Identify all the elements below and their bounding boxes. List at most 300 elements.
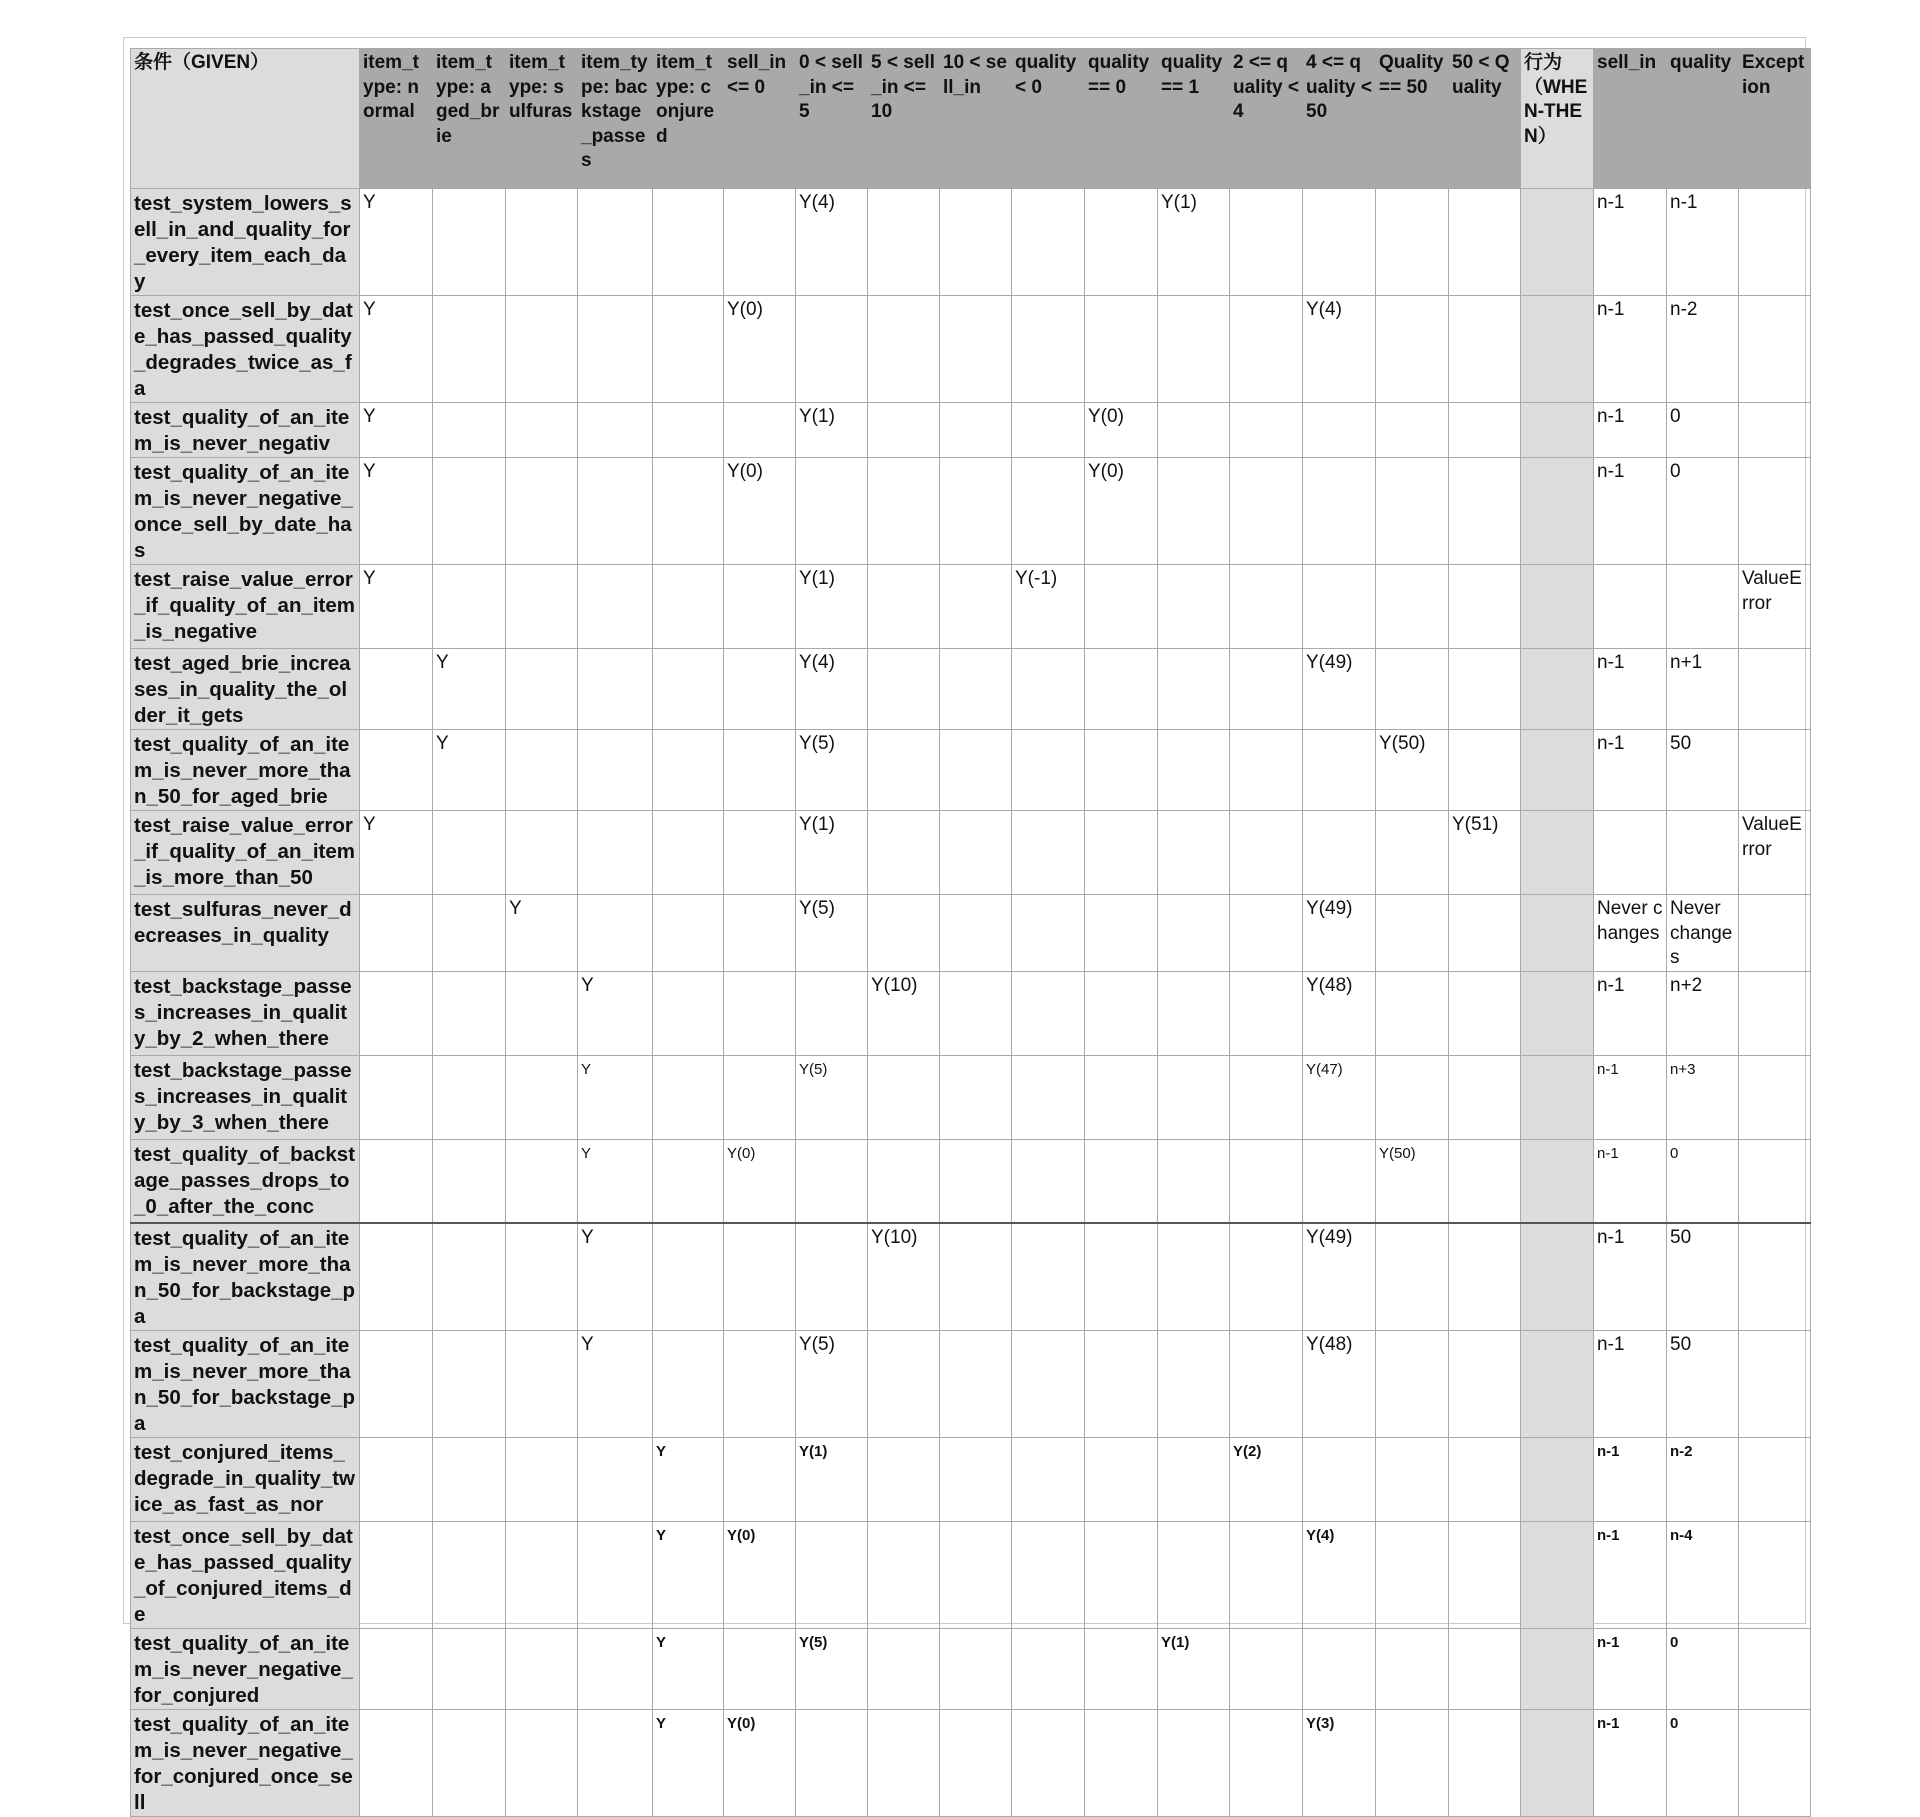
table-cell: Y <box>653 1438 724 1522</box>
table-cell <box>653 189 724 296</box>
table-cell <box>360 1629 433 1710</box>
table-cell <box>1376 1055 1449 1139</box>
table-row <box>131 971 1811 1055</box>
table-cell <box>1449 1438 1521 1522</box>
table-cell: Y <box>578 1139 653 1223</box>
table-cell <box>868 649 940 730</box>
table-cell <box>1230 649 1303 730</box>
table-cell <box>433 1331 506 1438</box>
table-cell: n-2 <box>1667 1438 1739 1522</box>
table-cell <box>796 1522 868 1629</box>
table-cell: Y(49) <box>1303 895 1376 972</box>
table-cell <box>1085 649 1158 730</box>
table-cell <box>1158 1710 1230 1817</box>
table-cell <box>868 1710 940 1817</box>
table-cell: n-1 <box>1594 730 1667 811</box>
table-cell <box>578 1438 653 1522</box>
when-then-cell <box>1521 1055 1594 1139</box>
table-cell: Y(51) <box>1449 811 1521 895</box>
table-cell <box>578 1710 653 1817</box>
table-cell <box>506 1522 578 1629</box>
table-cell <box>1739 1139 1811 1223</box>
table-cell <box>1376 649 1449 730</box>
spreadsheet-page <box>123 37 1806 1814</box>
table-cell: n-1 <box>1594 1710 1667 1817</box>
table-cell: Y <box>506 895 578 972</box>
table-cell <box>1303 1139 1376 1223</box>
table-cell <box>724 811 796 895</box>
table-cell <box>1739 1710 1811 1817</box>
table-cell <box>1230 971 1303 1055</box>
table-cell <box>1085 296 1158 403</box>
table-cell <box>1230 895 1303 972</box>
table-cell <box>433 458 506 565</box>
table-cell: n+1 <box>1667 649 1739 730</box>
decision-table <box>130 48 1811 1817</box>
table-cell <box>578 1522 653 1629</box>
table-cell <box>1012 1522 1085 1629</box>
table-cell <box>506 403 578 458</box>
table-cell <box>1739 1438 1811 1522</box>
table-cell <box>1376 1522 1449 1629</box>
table-cell <box>868 1055 940 1139</box>
table-cell <box>578 1629 653 1710</box>
table-cell <box>1158 971 1230 1055</box>
table-cell <box>1376 1629 1449 1710</box>
table-cell <box>868 1139 940 1223</box>
table-cell <box>1449 403 1521 458</box>
table-cell: Y(0) <box>724 1710 796 1817</box>
table-cell <box>506 811 578 895</box>
table-cell: n-1 <box>1594 1438 1667 1522</box>
table-row <box>131 296 1811 403</box>
column-header: item_type: conjured <box>653 49 724 189</box>
table-cell <box>1012 403 1085 458</box>
table-cell <box>1230 1710 1303 1817</box>
table-cell <box>1158 1223 1230 1331</box>
table-cell <box>1012 189 1085 296</box>
table-cell <box>506 1710 578 1817</box>
given-column-header: 条件（GIVEN） <box>131 49 360 189</box>
table-cell: Y(50) <box>1376 1139 1449 1223</box>
column-header: 5 < sell_in <= 10 <box>868 49 940 189</box>
column-header: quality <box>1667 49 1739 189</box>
table-cell: 0 <box>1667 1710 1739 1817</box>
table-cell <box>1449 1710 1521 1817</box>
table-cell: Y <box>578 1055 653 1139</box>
table-cell <box>433 403 506 458</box>
table-cell <box>940 895 1012 972</box>
table-cell <box>506 1438 578 1522</box>
table-cell <box>1303 1629 1376 1710</box>
table-cell <box>1158 296 1230 403</box>
table-cell <box>653 730 724 811</box>
table-cell <box>1012 1139 1085 1223</box>
table-cell: Y(10) <box>868 971 940 1055</box>
table-cell <box>360 1223 433 1331</box>
table-cell <box>940 565 1012 649</box>
table-cell <box>506 1139 578 1223</box>
table-cell: ValueError <box>1739 565 1811 649</box>
table-cell <box>1667 565 1739 649</box>
table-cell <box>360 1139 433 1223</box>
table-cell: Y(4) <box>1303 296 1376 403</box>
table-cell: n-1 <box>1594 649 1667 730</box>
table-cell <box>1376 1438 1449 1522</box>
table-cell <box>1303 565 1376 649</box>
table-cell: Y(48) <box>1303 971 1376 1055</box>
table-cell: Y(50) <box>1376 730 1449 811</box>
table-cell <box>433 1438 506 1522</box>
table-cell <box>1376 189 1449 296</box>
table-cell <box>1230 189 1303 296</box>
table-cell <box>940 458 1012 565</box>
table-cell <box>433 565 506 649</box>
table-cell: n+2 <box>1667 971 1739 1055</box>
column-header: 2 <= quality < 4 <box>1230 49 1303 189</box>
table-cell <box>1158 403 1230 458</box>
column-header: 0 < sell_in <= 5 <box>796 49 868 189</box>
table-cell: n-1 <box>1667 189 1739 296</box>
table-cell <box>940 296 1012 403</box>
table-row <box>131 1438 1811 1522</box>
table-cell <box>578 895 653 972</box>
table-cell <box>724 649 796 730</box>
column-header: quality < 0 <box>1012 49 1085 189</box>
table-cell <box>1012 730 1085 811</box>
table-cell <box>868 403 940 458</box>
when-then-cell <box>1521 189 1594 296</box>
table-cell <box>1158 458 1230 565</box>
table-cell <box>1376 895 1449 972</box>
table-cell <box>1449 1331 1521 1438</box>
table-cell: ValueError <box>1739 811 1811 895</box>
table-cell <box>1739 458 1811 565</box>
table-cell <box>578 811 653 895</box>
table-cell <box>1085 1629 1158 1710</box>
when-then-cell <box>1521 1522 1594 1629</box>
table-cell <box>1303 403 1376 458</box>
table-cell <box>1230 811 1303 895</box>
table-cell <box>796 1223 868 1331</box>
when-then-cell <box>1521 403 1594 458</box>
table-cell <box>940 811 1012 895</box>
table-cell <box>506 1629 578 1710</box>
table-cell <box>724 730 796 811</box>
table-cell <box>1012 458 1085 565</box>
when-then-cell <box>1521 811 1594 895</box>
table-cell <box>868 895 940 972</box>
test-name-cell: test_quality_of_an_item_is_never_more_than_50_for_aged_brie <box>131 730 360 811</box>
table-cell <box>724 1438 796 1522</box>
table-cell: 0 <box>1667 458 1739 565</box>
table-cell <box>433 971 506 1055</box>
table-cell <box>724 403 796 458</box>
table-cell <box>578 296 653 403</box>
test-name-cell: test_quality_of_an_item_is_never_more_than_50_for_backstage_pa <box>131 1331 360 1438</box>
table-cell <box>1739 1055 1811 1139</box>
table-row <box>131 1139 1811 1223</box>
table-cell <box>506 458 578 565</box>
table-cell <box>868 189 940 296</box>
table-cell <box>1012 1055 1085 1139</box>
table-cell: Y(-1) <box>1012 565 1085 649</box>
table-cell <box>1449 565 1521 649</box>
table-cell <box>868 1331 940 1438</box>
test-name-cell: test_raise_value_error_if_quality_of_an_item_is_more_than_50 <box>131 811 360 895</box>
table-cell: Y <box>360 296 433 403</box>
when-then-cell <box>1521 971 1594 1055</box>
table-cell <box>1158 811 1230 895</box>
table-cell: n-1 <box>1594 1629 1667 1710</box>
table-cell: Y(5) <box>796 895 868 972</box>
table-cell: Y(5) <box>796 1055 868 1139</box>
table-cell: Y(4) <box>796 649 868 730</box>
table-cell <box>433 1629 506 1710</box>
table-cell <box>1012 649 1085 730</box>
column-header: 10 < sell_in <box>940 49 1012 189</box>
table-cell <box>1667 811 1739 895</box>
table-cell: Y(10) <box>868 1223 940 1331</box>
table-cell <box>578 649 653 730</box>
table-cell <box>1230 730 1303 811</box>
table-cell <box>940 1438 1012 1522</box>
table-cell <box>868 458 940 565</box>
when-then-cell <box>1521 565 1594 649</box>
table-cell <box>724 189 796 296</box>
table-cell <box>360 649 433 730</box>
table-cell <box>940 1522 1012 1629</box>
table-cell <box>1739 1522 1811 1629</box>
table-cell <box>1303 811 1376 895</box>
table-cell: n-1 <box>1594 971 1667 1055</box>
table-cell <box>940 1139 1012 1223</box>
table-cell <box>1230 458 1303 565</box>
table-cell: n-1 <box>1594 1331 1667 1438</box>
table-cell <box>796 1139 868 1223</box>
table-cell <box>653 811 724 895</box>
table-cell <box>506 565 578 649</box>
table-cell <box>433 1055 506 1139</box>
table-cell <box>1012 296 1085 403</box>
table-cell <box>1303 458 1376 565</box>
table-cell <box>433 811 506 895</box>
table-cell <box>1303 730 1376 811</box>
table-cell <box>724 971 796 1055</box>
test-name-cell: test_quality_of_an_item_is_never_more_than_50_for_backstage_pa <box>131 1223 360 1331</box>
table-cell <box>653 1331 724 1438</box>
table-cell <box>360 1710 433 1817</box>
test-name-cell: test_aged_brie_increases_in_quality_the_older_it_gets <box>131 649 360 730</box>
when-then-cell <box>1521 895 1594 972</box>
table-row <box>131 895 1811 972</box>
test-name-cell: test_system_lowers_sell_in_and_quality_for_every_item_each_day <box>131 189 360 296</box>
column-header: item_type: normal <box>360 49 433 189</box>
table-cell <box>1376 1223 1449 1331</box>
table-row <box>131 189 1811 296</box>
when-then-cell <box>1521 1438 1594 1522</box>
table-cell: n-4 <box>1667 1522 1739 1629</box>
table-cell <box>724 1331 796 1438</box>
table-cell <box>868 730 940 811</box>
table-cell <box>1739 1629 1811 1710</box>
table-cell <box>1739 1331 1811 1438</box>
table-cell <box>653 565 724 649</box>
table-cell <box>1158 1438 1230 1522</box>
table-cell: Y(3) <box>1303 1710 1376 1817</box>
table-cell <box>360 1438 433 1522</box>
table-cell <box>1012 895 1085 972</box>
table-cell <box>360 1331 433 1438</box>
table-cell: Y(49) <box>1303 1223 1376 1331</box>
table-cell <box>940 1223 1012 1331</box>
table-cell <box>940 649 1012 730</box>
when-then-cell <box>1521 296 1594 403</box>
table-cell: n+3 <box>1667 1055 1739 1139</box>
table-cell: Y(5) <box>796 1629 868 1710</box>
table-cell <box>1230 1331 1303 1438</box>
when-then-cell <box>1521 1223 1594 1331</box>
table-row <box>131 730 1811 811</box>
table-cell <box>433 1223 506 1331</box>
table-cell: Y <box>578 971 653 1055</box>
table-cell <box>1085 1055 1158 1139</box>
table-cell: Never changes <box>1594 895 1667 972</box>
column-header: item_type: aged_brie <box>433 49 506 189</box>
table-cell: Y(0) <box>1085 403 1158 458</box>
table-cell: Y <box>578 1223 653 1331</box>
table-cell <box>506 189 578 296</box>
table-row <box>131 1629 1811 1710</box>
table-cell <box>724 1629 796 1710</box>
table-cell <box>1012 1438 1085 1522</box>
table-cell: Never changes <box>1667 895 1739 972</box>
table-cell <box>1739 296 1811 403</box>
table-cell <box>1085 1139 1158 1223</box>
header-row <box>131 49 1811 189</box>
table-cell: Y(2) <box>1230 1438 1303 1522</box>
column-header: item_type: sulfuras <box>506 49 578 189</box>
table-cell: 0 <box>1667 1629 1739 1710</box>
table-cell <box>433 1710 506 1817</box>
table-cell <box>360 1522 433 1629</box>
when-then-cell <box>1521 1629 1594 1710</box>
when-then-cell <box>1521 649 1594 730</box>
table-cell <box>653 895 724 972</box>
column-header: item_type: backstage_passes <box>578 49 653 189</box>
table-cell: Y <box>578 1331 653 1438</box>
table-cell <box>1449 1629 1521 1710</box>
table-cell: Y(4) <box>1303 1522 1376 1629</box>
table-cell <box>1449 971 1521 1055</box>
table-cell <box>868 811 940 895</box>
table-cell <box>1012 1629 1085 1710</box>
test-name-cell: test_conjured_items_degrade_in_quality_twice_as_fast_as_nor <box>131 1438 360 1522</box>
table-cell <box>506 296 578 403</box>
test-name-cell: test_quality_of_an_item_is_never_negative_once_sell_by_date_has <box>131 458 360 565</box>
table-cell <box>1739 1223 1811 1331</box>
table-cell <box>433 895 506 972</box>
table-cell <box>1085 1331 1158 1438</box>
table-cell <box>1449 1223 1521 1331</box>
table-cell <box>868 1522 940 1629</box>
table-cell: 0 <box>1667 403 1739 458</box>
table-cell <box>653 1223 724 1331</box>
table-cell: Y <box>360 458 433 565</box>
table-cell <box>653 458 724 565</box>
table-cell <box>360 971 433 1055</box>
table-cell <box>1739 895 1811 972</box>
table-cell <box>1449 296 1521 403</box>
table-cell <box>1230 1055 1303 1139</box>
table-cell: n-1 <box>1594 1223 1667 1331</box>
table-cell: Y <box>360 403 433 458</box>
table-cell <box>724 895 796 972</box>
table-cell <box>724 1055 796 1139</box>
table-cell <box>1376 403 1449 458</box>
column-header: quality == 1 <box>1158 49 1230 189</box>
table-cell: n-1 <box>1594 1522 1667 1629</box>
table-cell <box>653 403 724 458</box>
table-cell: Y <box>433 730 506 811</box>
table-cell <box>940 1629 1012 1710</box>
table-cell <box>1449 458 1521 565</box>
table-cell: n-1 <box>1594 296 1667 403</box>
table-cell <box>506 1055 578 1139</box>
column-header: 4 <= quality < 50 <box>1303 49 1376 189</box>
table-cell: Y(0) <box>724 458 796 565</box>
table-cell <box>360 1055 433 1139</box>
table-cell: Y(48) <box>1303 1331 1376 1438</box>
when-then-cell <box>1521 458 1594 565</box>
table-cell: Y(0) <box>1085 458 1158 565</box>
table-cell <box>433 1522 506 1629</box>
table-cell <box>1739 730 1811 811</box>
table-cell <box>868 296 940 403</box>
when-then-cell <box>1521 1710 1594 1817</box>
table-cell: Y(49) <box>1303 649 1376 730</box>
column-header: sell_in <= 0 <box>724 49 796 189</box>
test-name-cell: test_raise_value_error_if_quality_of_an_item_is_negative <box>131 565 360 649</box>
table-cell <box>1012 1710 1085 1817</box>
table-cell: Y(1) <box>796 811 868 895</box>
table-cell <box>868 1629 940 1710</box>
when-then-cell <box>1521 1331 1594 1438</box>
table-cell <box>1158 895 1230 972</box>
table-cell <box>1158 1331 1230 1438</box>
table-cell <box>1230 565 1303 649</box>
table-cell <box>653 296 724 403</box>
table-cell: Y(0) <box>724 296 796 403</box>
table-cell <box>1449 1139 1521 1223</box>
column-header: sell_in <box>1594 49 1667 189</box>
table-row <box>131 649 1811 730</box>
table-cell <box>940 1055 1012 1139</box>
table-cell <box>1158 1139 1230 1223</box>
table-cell <box>653 1055 724 1139</box>
table-cell <box>940 189 1012 296</box>
table-cell: Y(1) <box>1158 1629 1230 1710</box>
table-cell: 50 <box>1667 1331 1739 1438</box>
table-cell <box>1449 895 1521 972</box>
table-cell <box>1012 1223 1085 1331</box>
table-cell <box>940 971 1012 1055</box>
table-cell <box>1594 811 1667 895</box>
table-cell: n-1 <box>1594 189 1667 296</box>
table-cell <box>1449 1522 1521 1629</box>
table-cell <box>653 1139 724 1223</box>
table-cell <box>360 895 433 972</box>
